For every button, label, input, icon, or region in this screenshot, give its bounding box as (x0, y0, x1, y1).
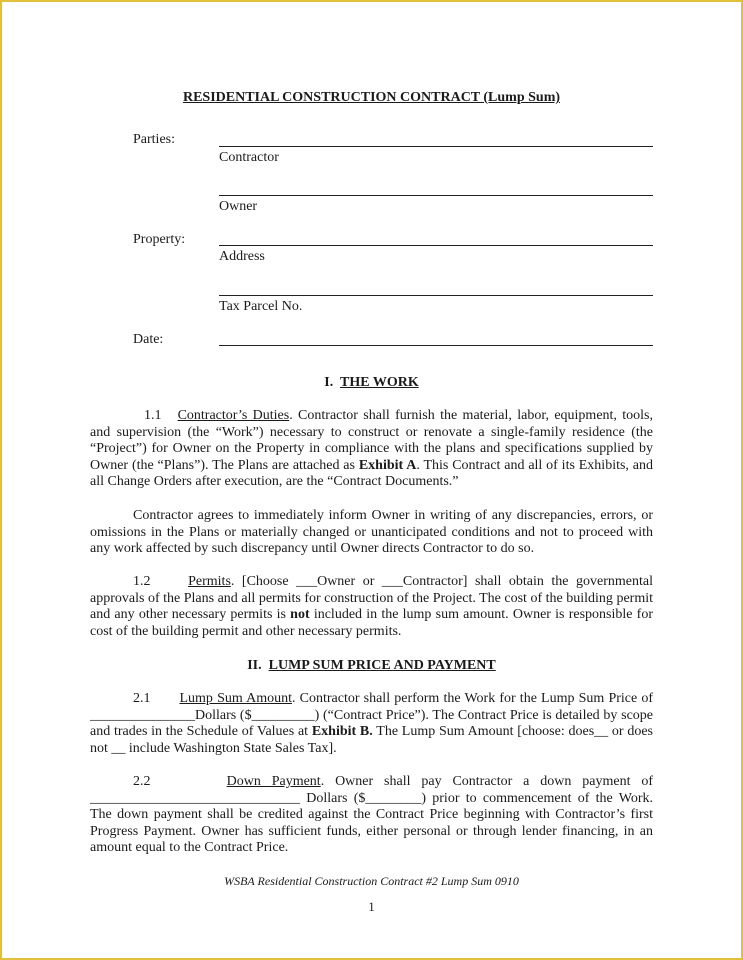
document-title: RESIDENTIAL CONSTRUCTION CONTRACT (Lump Sum) (182, 90, 561, 105)
paragraph-2-1-number: 2.1 (133, 691, 151, 706)
tax-parcel-label: Tax Parcel No. (219, 299, 303, 314)
paragraph-1-2-title: Permits (188, 574, 231, 589)
owner-line[interactable] (219, 195, 653, 196)
tax-parcel-line[interactable] (219, 295, 653, 296)
property-label: Property: (133, 232, 186, 247)
paragraph-1-1: 1.1 Contractor’s Duties. Contractor shall furnish the material, labor, equipment, tools, and supervision (the “Work”) necessary to construct or renovate a single-family residence (the “Project”) for Owner on the Property in compliance with the plans and specifications supplied by Owner (the “Plans”). The Plans are attached as Exhibit A. This Contract and all of its Exhibits, and all Change Orders after execution, are the “Contract Documents.” (90, 408, 654, 490)
address-line[interactable] (219, 245, 653, 246)
page-number: 1 (368, 899, 375, 914)
section-1-heading (0, 375, 743, 391)
paragraph-agree: Contractor agrees to immediately inform Owner in writing of any discrepancies, errors, or omissions in the Plans or materially changed or unanticipated conditions and not to proceed with any work affected by such discrepancy until Owner directs Contractor to do so. (90, 508, 653, 557)
section-1-title: THE WORK (340, 375, 419, 390)
parties-label: Parties: (133, 132, 175, 147)
paragraph-2-2-title: Down Payment (226, 774, 321, 789)
paragraph-1-1-title: Contractor’s Duties (177, 408, 290, 423)
paragraph-2-2-number: 2.2 (133, 774, 151, 789)
section-2-title: LUMP SUM PRICE AND PAYMENT (268, 658, 496, 673)
section-2-number: II. (247, 658, 262, 673)
owner-label: Owner (219, 199, 258, 214)
paragraph-1-2-number: 1.2 (133, 574, 151, 589)
date-label: Date: (133, 332, 164, 347)
address-label: Address (219, 249, 265, 264)
document-footer: WSBA Residential Construction Contract #2 Lump Sum 0910 (224, 874, 519, 888)
paragraph-2-1: 2.1 Lump Sum Amount. Contractor shall perform the Work for the Lump Sum Price of _______________Dollars ($_________) (“Contract Price”). The Contract Price is detailed by scope and trades in the Schedule of Values at Exhibit B. The Lump Sum Amount [choose: does__ or does not __ include Washington State Sales Tax]. (90, 691, 654, 756)
contractor-label: Contractor (219, 150, 279, 165)
paragraph-1-2: 1.2 Permits. [Choose ___Owner or ___Contractor] shall obtain the governmental approvals of the Plans and all permits for construction of the Project. The cost of the building permit and any other necessary permits is not included in the lump sum amount. Owner is responsible for cost of the building permit and other necessary permits. (90, 574, 654, 639)
section-1-number: I. (324, 375, 334, 390)
paragraph-2-1-title: Lump Sum Amount (179, 691, 292, 706)
paragraph-2-2: 2.2 Down Payment. Owner shall pay Contractor a down payment of ______________________________ Dollars ($________) prior to commencement of the Work. The down payment shall be credited against the Contract Price beginning with Contractor’s first Progress Payment. Owner has sufficient funds, either personal or through lender financing, in an amount equal to the Contract Price. (90, 774, 653, 856)
date-line[interactable] (219, 345, 653, 346)
contractor-line[interactable] (219, 146, 653, 147)
paragraph-1-1-number: 1.1 (144, 408, 162, 423)
section-2-heading (0, 658, 743, 674)
